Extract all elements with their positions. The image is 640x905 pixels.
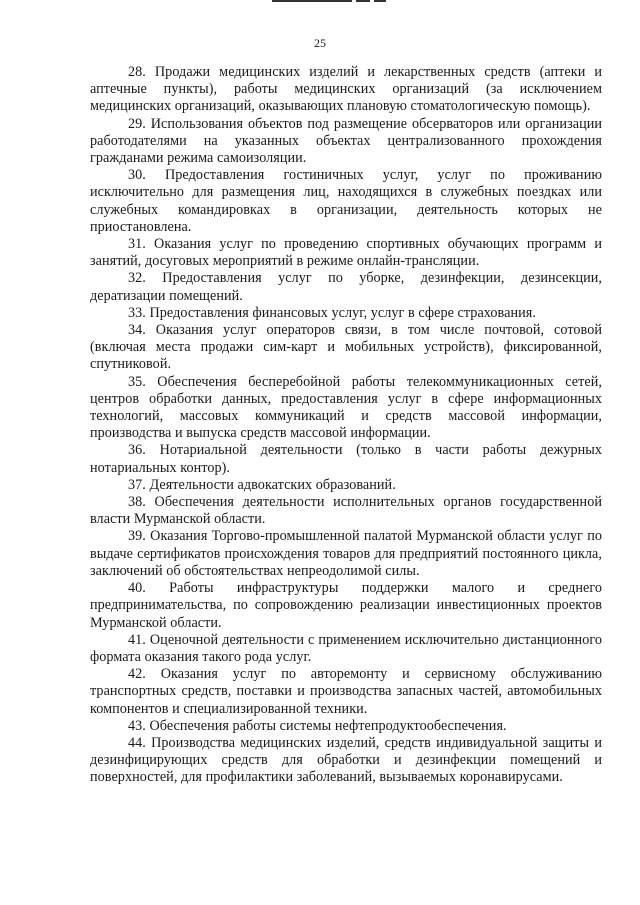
list-item-44: 44. Производства медицинских изделий, средств индивидуальной защиты и дезинфицирующих средств для обработки и дезинфекции помещений и поверхностей, для профилактики заболеваний, вызываемых коронавирусами. bbox=[90, 734, 602, 786]
list-item-28: 28. Продажи медицинских изделий и лекарственных средств (аптеки и аптечные пункты), работы медицинских организаций (за исключением медицинских организаций, оказывающих плановую стоматологическую помощь). bbox=[90, 64, 602, 115]
list-item-30: 30. Предоставления гостиничных услуг, услуг по проживанию исключительно для размещения лиц, находящихся в служебных поездках или служебных командировках в организации, деятельность которых не приостановлена. bbox=[90, 167, 602, 235]
list-item-37: 37. Деятельности адвокатских образований. bbox=[128, 476, 396, 493]
list-item-31: 31. Оказания услуг по проведению спортивных обучающих программ и занятий, досуговых мероприятий в режиме онлайн-трансляции. bbox=[90, 236, 602, 270]
document-body bbox=[90, 64, 602, 787]
list-item-42: 42. Оказания услуг по авторемонту и сервисному обслуживанию транспортных средств, поставки и производства запасных частей, автомобильных компонентов и специализированной техники. bbox=[90, 666, 602, 717]
page-number: 25 bbox=[314, 36, 326, 50]
top-rule bbox=[356, 0, 370, 2]
list-item-41: 41. Оценочной деятельности с применением исключительно дистанционного формата оказания такого рода услуг. bbox=[90, 631, 602, 665]
top-rule bbox=[374, 0, 386, 2]
list-item-39: 39. Оказания Торгово-промышленной палатой Мурманской области услуг по выдаче сертификатов происхождения товаров для предприятий постоянного цикла, заключений об обстоятельствах непреодолимой силы. bbox=[90, 528, 602, 579]
list-item-33: 33. Предоставления финансовых услуг, услуг в сфере страхования. bbox=[128, 304, 536, 321]
list-item-34: 34. Оказания услуг операторов связи, в том числе почтовой, сотовой (включая места продажи сим-карт и мобильных устройств), фиксированной, спутниковой. bbox=[90, 322, 602, 373]
list-item-35: 35. Обеспечения бесперебойной работы телекоммуникационных сетей, центров обработки данных, предоставления услуг в сфере информационных технологий, массовых коммуникаций и средств массовой информации, производства и выпуска средств массовой информации. bbox=[90, 373, 602, 442]
list-item-32: 32. Предоставления услуг по уборке, дезинфекции, дезинсекции, дератизации помещений. bbox=[90, 270, 602, 304]
list-item-43: 43. Обеспечения работы системы нефтепродуктообеспечения. bbox=[128, 717, 507, 734]
list-item-38: 38. Обеспечения деятельности исполнительных органов государственной власти Мурманской области. bbox=[90, 494, 602, 528]
list-item-36: 36. Нотариальной деятельности (только в части работы дежурных нотариальных контор). bbox=[90, 442, 602, 476]
list-item-40: 40. Работы инфраструктуры поддержки малого и среднего предпринимательства, по сопровождению реализации инвестиционных проектов Мурманской области. bbox=[90, 580, 602, 631]
list-item-29: 29. Использования объектов под размещение обсерваторов или организации работодателями на указанных объектах централизованного прохождения гражданами режима самоизоляции. bbox=[90, 115, 602, 167]
top-rule bbox=[272, 0, 352, 2]
